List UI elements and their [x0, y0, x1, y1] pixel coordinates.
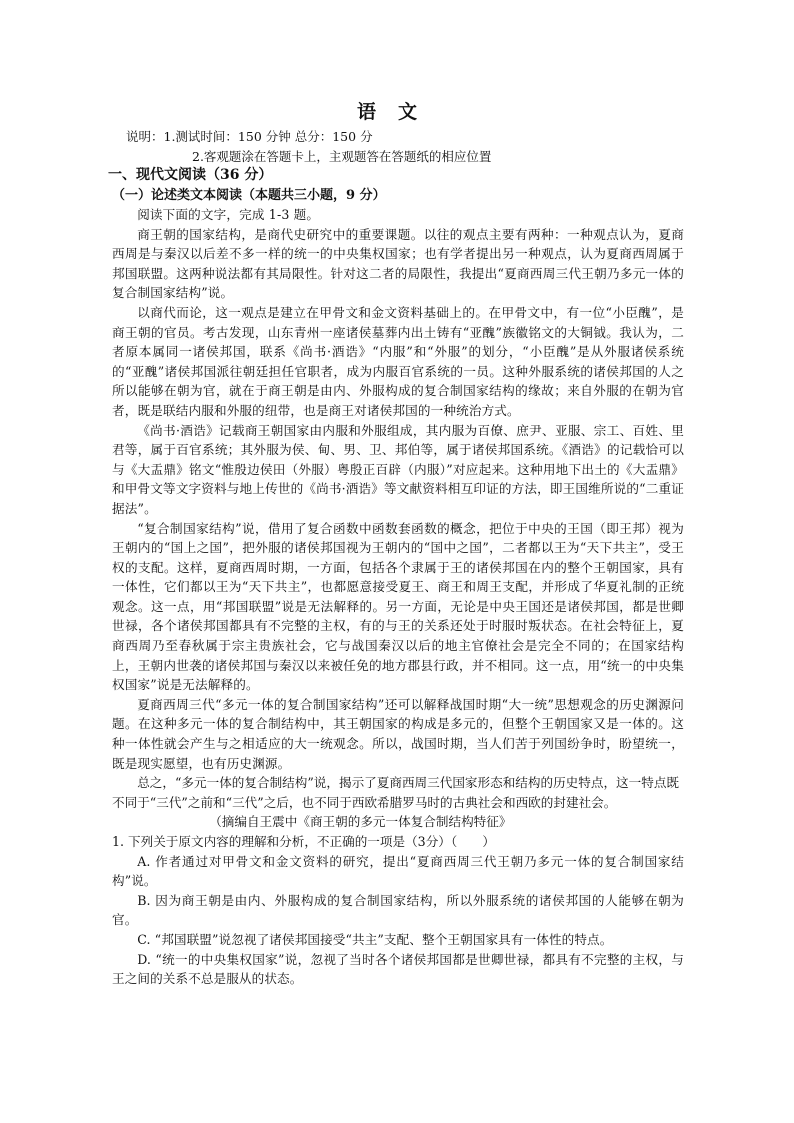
exam-note-time: 说明：1.测试时间：150 分钟 总分：150 分 — [126, 129, 373, 144]
subsection-heading: （一）论述类文本阅读（本题共三小题，9 分） — [112, 187, 386, 203]
page-title: 语文 — [356, 101, 439, 123]
exam-note-answering: 2.客观题涂在答题卡上，主观题答在答题纸的相应位置 — [192, 148, 492, 164]
source-citation: （摘编自王震中《商王朝的多元一体复合制结构特征》 — [209, 814, 512, 830]
exam-page — [108, 100, 684, 989]
article-paragraph: 夏商西周三代“多元一体的复合制国家结构”还可以解释战国时期“大一统”思想观念的历史渊源问题。在这种多元一体的复合制结构中，其王朝国家的构成是多元的，但整个王朝国家又是一体的。这种一体性就会产生与之相适应的大一统观念。所以，战国时期，当人们苦于列国纷争时，盼望统一，既是现实愿望，也有历史渊源。 — [112, 696, 684, 771]
section-heading: 一、现代文阅读（36 分） — [108, 167, 273, 183]
article-paragraph-with-source — [112, 773, 684, 832]
article-paragraph: 总之，“多元一体的复合制结构”说，揭示了夏商西周三代国家形态和结构的历史特点，这一特点既不同于“三代”之前和“三代”之后，也不同于西欧希腊罗马时的古典社会和西欧的封建社会。 — [112, 775, 680, 810]
article-paragraph: 商王朝的国家结构，是商代史研究中的重要课题。以往的观点主要有两种：一种观点认为，夏商西周是与秦汉以后差不多一样的统一的中央集权国家；也有学者提出另一种观点，认为夏商西周属于邦国联盟。这两种说法都有其局限性。针对这二者的局限性，我提出“夏商西周三代王朝乃多元一体的复合制国家结构”说。 — [112, 226, 684, 301]
question-option-b: B. 因为商王朝是由内、外服构成的复合制国家结构，所以外服系统的诸侯邦国的人能够在朝为官。 — [112, 892, 684, 928]
article-paragraph: 以商代而论，这一观点是建立在甲骨文和金文资料基础上的。在甲骨文中，有一位“小臣醜”，是商王朝的官员。考古发现，山东青州一座诸侯墓葬内出土铸有“亚醜”族徽铭文的大铜钺。我认为，二者原本属同一诸侯邦国，联系《尚书·酒诰》“内服”和“外服”的划分，“小臣醜”是从外服诸侯系统的“亚醜”诸侯邦国派往朝廷担任官职者，成为内服百官系统的一员。这种外服系统的诸侯邦国的人之所以能够在朝为官，就在于商王朝是由内、外服构成的复合制国家结构的缘故；来自外服的在朝为官者，既是联结内服和外服的纽带，也是商王对诸侯邦国的一种统治方式。 — [112, 304, 684, 418]
article-paragraph: 《尚书·酒诰》记载商王朝国家由内服和外服组成，其内服为百僚、庶尹、亚服、宗工、百姓、里君等，属于百官系统；其外服为侯、甸、男、卫、邦伯等，属于诸侯邦国系统。《酒诰》的记载恰可以与《大盂鼎》铭文“惟殷边侯田（外服）粤殷正百辟（内服）”对应起来。这种用地下出土的《大盂鼎》和甲骨文等文字资料与地上传世的《尚书·酒诰》等文献资料相互印证的方法，即王国维所说的“二重证据法”。 — [112, 422, 684, 516]
question-option-c: C. “邦国联盟”说忽视了诸侯邦国接受“共主”支配、整个王朝国家具有一体性的特点。 — [137, 931, 613, 947]
article-paragraph: “复合制国家结构”说，借用了复合函数中函数套函数的概念，把位于中央的王国（即王邦）视为王朝内的“国上之国”，把外服的诸侯邦国视为王朝内的“国中之国”，二者都以王为“天下共主”，受王权的支配。这样，夏商西周时期，一方面，包括各个隶属于王的诸侯邦国在内的整个王朝国家，具有一体性，它们都以王为“天下共主”，也都愿意接受夏王、商王和周王支配，并形成了华夏礼制的正统观念。这一点，用“邦国联盟”说是无法解释的。另一方面，无论是中央王国还是诸侯邦国，都是世卿世禄，各个诸侯邦国都具有不完整的主权，有的与王的关系还处于时服时叛状态。在社会特征上，夏商西周乃至春秋属于宗主贵族社会，它与战国秦汉以后的地主官僚社会是完全不同的；在国家结构上，王朝内世袭的诸侯邦国与秦汉以来被任免的地方郡县行政，并不相同。这一点，用“统一的中央集权国家”说是无法解释的。 — [112, 520, 684, 693]
question-option-a: A. 作者通过对甲骨文和金文资料的研究，提出“夏商西周三代王朝乃多元一体的复合制国家结构”说。 — [112, 853, 684, 889]
question-option-d: D. “统一的中央集权国家”说，忽视了当时各个诸侯邦国都是世卿世禄，都具有不完整的主权，与王之间的关系不总是服从的状态。 — [112, 951, 684, 987]
reading-instruction: 阅读下面的文字，完成 1-3 题。 — [137, 207, 320, 222]
question-stem: 1. 下列关于原文内容的理解和分析，不正确的一项是（3分）（ ） — [112, 834, 495, 849]
